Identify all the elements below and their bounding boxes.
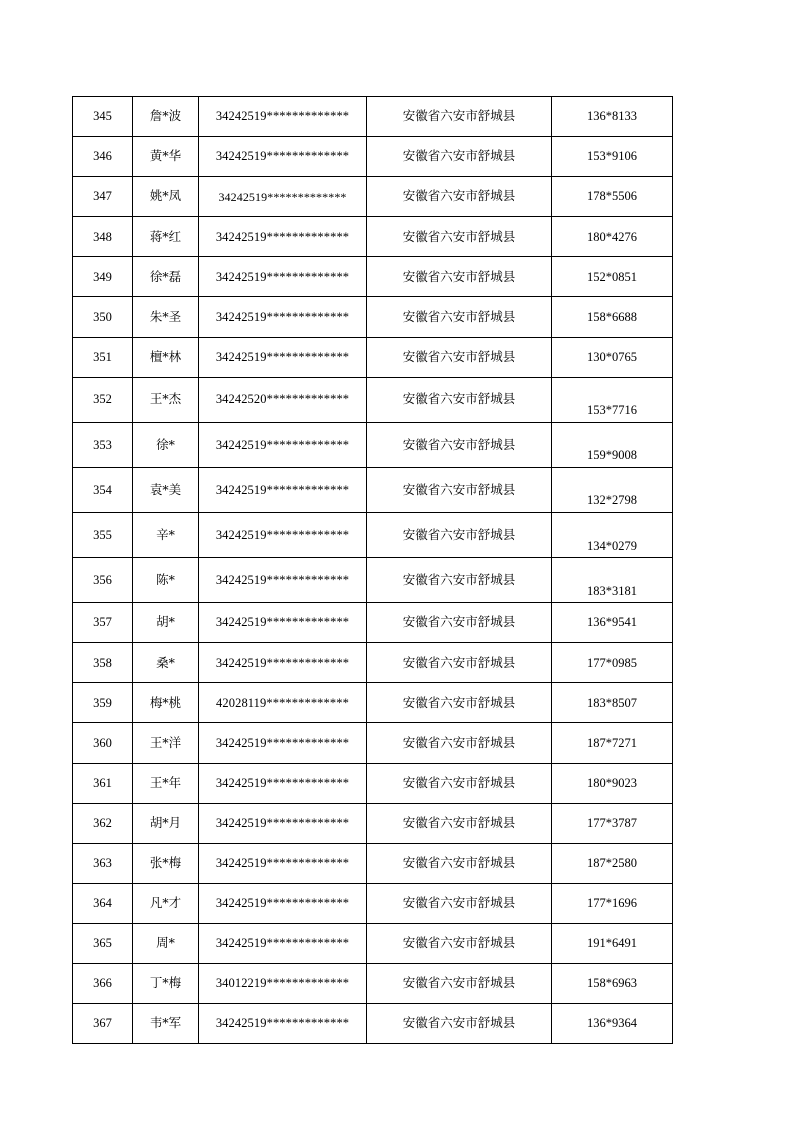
address: 安徽省六安市舒城县 [367,257,552,297]
address: 安徽省六安市舒城县 [367,723,552,763]
id-number: 34242519************* [199,137,367,177]
row-number: 360 [73,723,133,763]
table-row [73,377,673,422]
phone-number: 152*0851 [552,257,673,297]
address: 安徽省六安市舒城县 [367,217,552,257]
table-row [73,643,673,683]
id-number: 34242519************* [199,177,367,217]
roster-sheet [72,96,672,1044]
person-name: 蒋*红 [133,217,199,257]
id-number: 34242519************* [199,512,367,557]
person-name: 詹*波 [133,97,199,137]
address: 安徽省六安市舒城县 [367,643,552,683]
address: 安徽省六安市舒城县 [367,177,552,217]
table-row [73,1004,673,1044]
table-row [73,803,673,843]
address: 安徽省六安市舒城县 [367,963,552,1003]
row-number: 346 [73,137,133,177]
id-number: 34242519************* [199,257,367,297]
row-number: 362 [73,803,133,843]
row-number: 348 [73,217,133,257]
id-number: 34242519************* [199,723,367,763]
person-name: 王*杰 [133,377,199,422]
id-number: 34242519************* [199,337,367,377]
row-number: 345 [73,97,133,137]
person-name: 朱*圣 [133,297,199,337]
address: 安徽省六安市舒城县 [367,467,552,512]
phone-number: 158*6963 [552,963,673,1003]
row-number: 353 [73,422,133,467]
address: 安徽省六安市舒城县 [367,1004,552,1044]
phone-number: 132*2798 [552,467,673,512]
person-name: 徐*磊 [133,257,199,297]
table-row [73,923,673,963]
table-row [73,683,673,723]
id-number: 34242519************* [199,803,367,843]
table-row [73,603,673,643]
table-row [73,512,673,557]
person-name: 胡* [133,603,199,643]
id-number: 34242519************* [199,217,367,257]
table-row [73,257,673,297]
phone-number: 136*9541 [552,603,673,643]
address: 安徽省六安市舒城县 [367,923,552,963]
id-number: 34242519************* [199,422,367,467]
table-row [73,763,673,803]
row-number: 367 [73,1004,133,1044]
person-name: 梅*桃 [133,683,199,723]
phone-number: 153*9106 [552,137,673,177]
table-row [73,963,673,1003]
row-number: 366 [73,963,133,1003]
table-row [73,843,673,883]
phone-number: 180*9023 [552,763,673,803]
table-row [73,177,673,217]
person-name: 王*年 [133,763,199,803]
person-name: 胡*月 [133,803,199,843]
id-number: 42028119************* [199,683,367,723]
address: 安徽省六安市舒城县 [367,883,552,923]
row-number: 349 [73,257,133,297]
row-number: 355 [73,512,133,557]
id-number: 34242519************* [199,923,367,963]
address: 安徽省六安市舒城县 [367,558,552,603]
id-number: 34242519************* [199,603,367,643]
phone-number: 153*7716 [552,377,673,422]
phone-number: 177*1696 [552,883,673,923]
id-number: 34242519************* [199,97,367,137]
id-number: 34242519************* [199,297,367,337]
id-number: 34012219************* [199,963,367,1003]
table-row [73,297,673,337]
person-name: 袁*美 [133,467,199,512]
person-name: 徐* [133,422,199,467]
person-name: 张*梅 [133,843,199,883]
address: 安徽省六安市舒城县 [367,377,552,422]
table-row [73,467,673,512]
address: 安徽省六安市舒城县 [367,603,552,643]
phone-number: 178*5506 [552,177,673,217]
address: 安徽省六安市舒城县 [367,297,552,337]
phone-number: 187*7271 [552,723,673,763]
phone-number: 187*2580 [552,843,673,883]
person-name: 周* [133,923,199,963]
row-number: 363 [73,843,133,883]
person-name: 檀*林 [133,337,199,377]
address: 安徽省六安市舒城县 [367,683,552,723]
id-number: 34242519************* [199,843,367,883]
roster-table [72,96,673,1044]
phone-number: 183*3181 [552,558,673,603]
person-name: 桑* [133,643,199,683]
address: 安徽省六安市舒城县 [367,137,552,177]
phone-number: 177*0985 [552,643,673,683]
table-row [73,97,673,137]
row-number: 351 [73,337,133,377]
row-number: 354 [73,467,133,512]
table-row [73,217,673,257]
row-number: 358 [73,643,133,683]
row-number: 365 [73,923,133,963]
address: 安徽省六安市舒城县 [367,803,552,843]
table-row [73,137,673,177]
id-number: 34242520************* [199,377,367,422]
address: 安徽省六安市舒城县 [367,843,552,883]
phone-number: 134*0279 [552,512,673,557]
id-number: 34242519************* [199,558,367,603]
table-row [73,337,673,377]
phone-number: 180*4276 [552,217,673,257]
id-number: 34242519************* [199,467,367,512]
phone-number: 136*8133 [552,97,673,137]
phone-number: 183*8507 [552,683,673,723]
address: 安徽省六安市舒城县 [367,97,552,137]
row-number: 364 [73,883,133,923]
row-number: 356 [73,558,133,603]
person-name: 凡*才 [133,883,199,923]
person-name: 陈* [133,558,199,603]
address: 安徽省六安市舒城县 [367,337,552,377]
table-row [73,883,673,923]
phone-number: 130*0765 [552,337,673,377]
address: 安徽省六安市舒城县 [367,763,552,803]
row-number: 359 [73,683,133,723]
person-name: 韦*军 [133,1004,199,1044]
row-number: 361 [73,763,133,803]
person-name: 辛* [133,512,199,557]
phone-number: 159*9008 [552,422,673,467]
phone-number: 191*6491 [552,923,673,963]
id-number: 34242519************* [199,1004,367,1044]
phone-number: 136*9364 [552,1004,673,1044]
table-row [73,558,673,603]
id-number: 34242519************* [199,763,367,803]
table-row [73,723,673,763]
row-number: 347 [73,177,133,217]
roster-table-body [73,97,673,1044]
id-number: 34242519************* [199,643,367,683]
id-number: 34242519************* [199,883,367,923]
address: 安徽省六安市舒城县 [367,512,552,557]
table-row [73,422,673,467]
person-name: 姚*凤 [133,177,199,217]
person-name: 王*洋 [133,723,199,763]
row-number: 357 [73,603,133,643]
row-number: 350 [73,297,133,337]
phone-number: 158*6688 [552,297,673,337]
phone-number: 177*3787 [552,803,673,843]
address: 安徽省六安市舒城县 [367,422,552,467]
row-number: 352 [73,377,133,422]
person-name: 丁*梅 [133,963,199,1003]
person-name: 黄*华 [133,137,199,177]
